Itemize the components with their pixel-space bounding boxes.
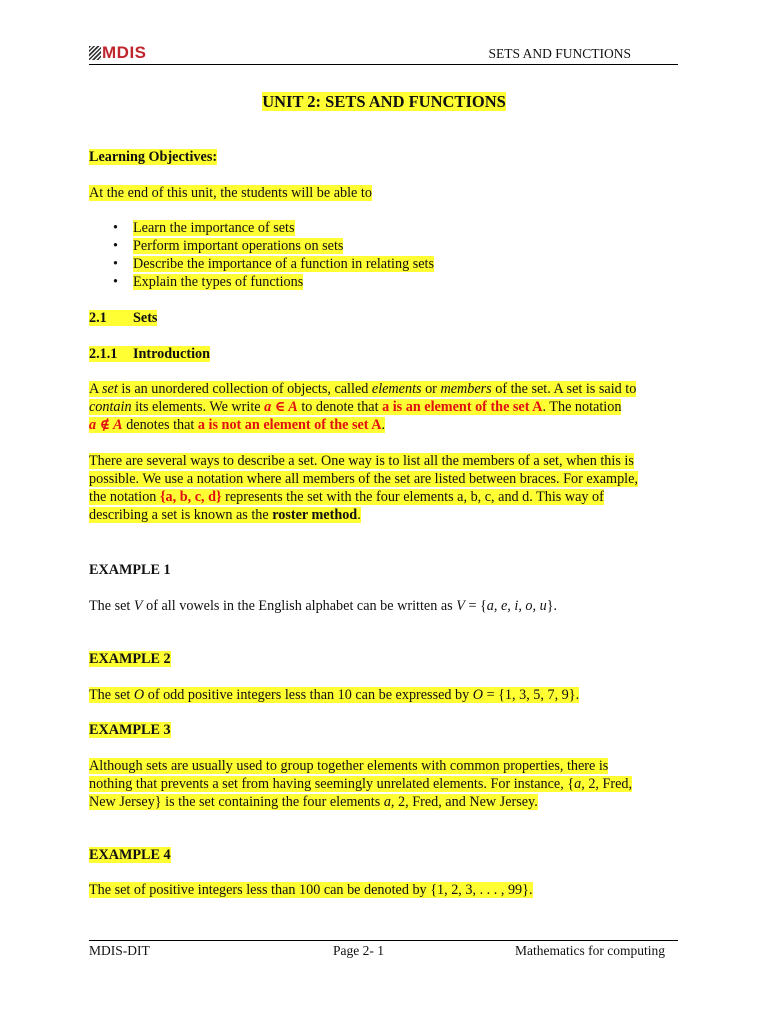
example-1-heading: EXAMPLE 1 [89, 562, 171, 578]
example-3-heading: EXAMPLE 3 [89, 722, 171, 738]
section-heading-sets: 2.1 Sets [89, 310, 158, 326]
example-2-heading: EXAMPLE 2 [89, 651, 171, 667]
footer-left: MDIS-DIT [89, 943, 150, 958]
roster-method-paragraph: There are several ways to describe a set. One way is to list all the members of a set, when this is possible. We use a notation where all members of the set are listed between braces. For example, the notation {a, b, c, d} represents the set with the four elements a, b, c, and d. This way of describing a set is known as the roster method. [89, 453, 638, 523]
example-1-text: The set V of all vowels in the English alphabet can be written as V = {a, e, i, o, u}. [89, 598, 558, 614]
objectives-intro: At the end of this unit, the students will be able to [89, 185, 372, 201]
header-title: SETS AND FUNCTIONS [488, 46, 631, 61]
example-3-text: Although sets are usually used to group together elements with common properties, there is nothing that prevents a set from having seemingly unrelated elements. For instance, {a, 2, Fred, New Jersey} is the set containing the four elements a, 2, Fred, and New Jersey. [89, 758, 633, 810]
list-item: • Describe the importance of a function in relating sets [89, 255, 689, 273]
list-item: • Learn the importance of sets [89, 219, 689, 237]
list-item: • Perform important operations on sets [89, 237, 689, 255]
mdis-logo: MDIS [89, 43, 147, 63]
objectives-list [89, 219, 689, 291]
example-4-text: The set of positive integers less than 100 can be denoted by {1, 2, 3, . . . , 99}. [89, 882, 533, 898]
page-number: Page 2- 1 [333, 943, 384, 958]
logo-emblem-icon [89, 46, 101, 60]
list-item: • Explain the types of functions [89, 273, 689, 291]
section-heading-introduction: 2.1.1 Introduction [89, 346, 210, 362]
footer-right: Mathematics for computing [515, 943, 665, 958]
set-definition-paragraph: A set is an unordered collection of objects, called elements or members of the set. A set is said to contain its elements. We write a ∈ A to denote that a is an element of the set A. The notation a ∉ A denotes that a is not an element of the set A. [89, 381, 637, 433]
learning-objectives-heading: Learning Objectives: [89, 149, 218, 165]
unit-title: UNIT 2: SETS AND FUNCTIONS [262, 92, 506, 111]
page-footer [89, 940, 678, 958]
page-header [89, 40, 678, 65]
example-2-text: The set O of odd positive integers less than 10 can be expressed by O = {1, 3, 5, 7, 9}. [89, 687, 580, 703]
example-4-heading: EXAMPLE 4 [89, 847, 171, 863]
